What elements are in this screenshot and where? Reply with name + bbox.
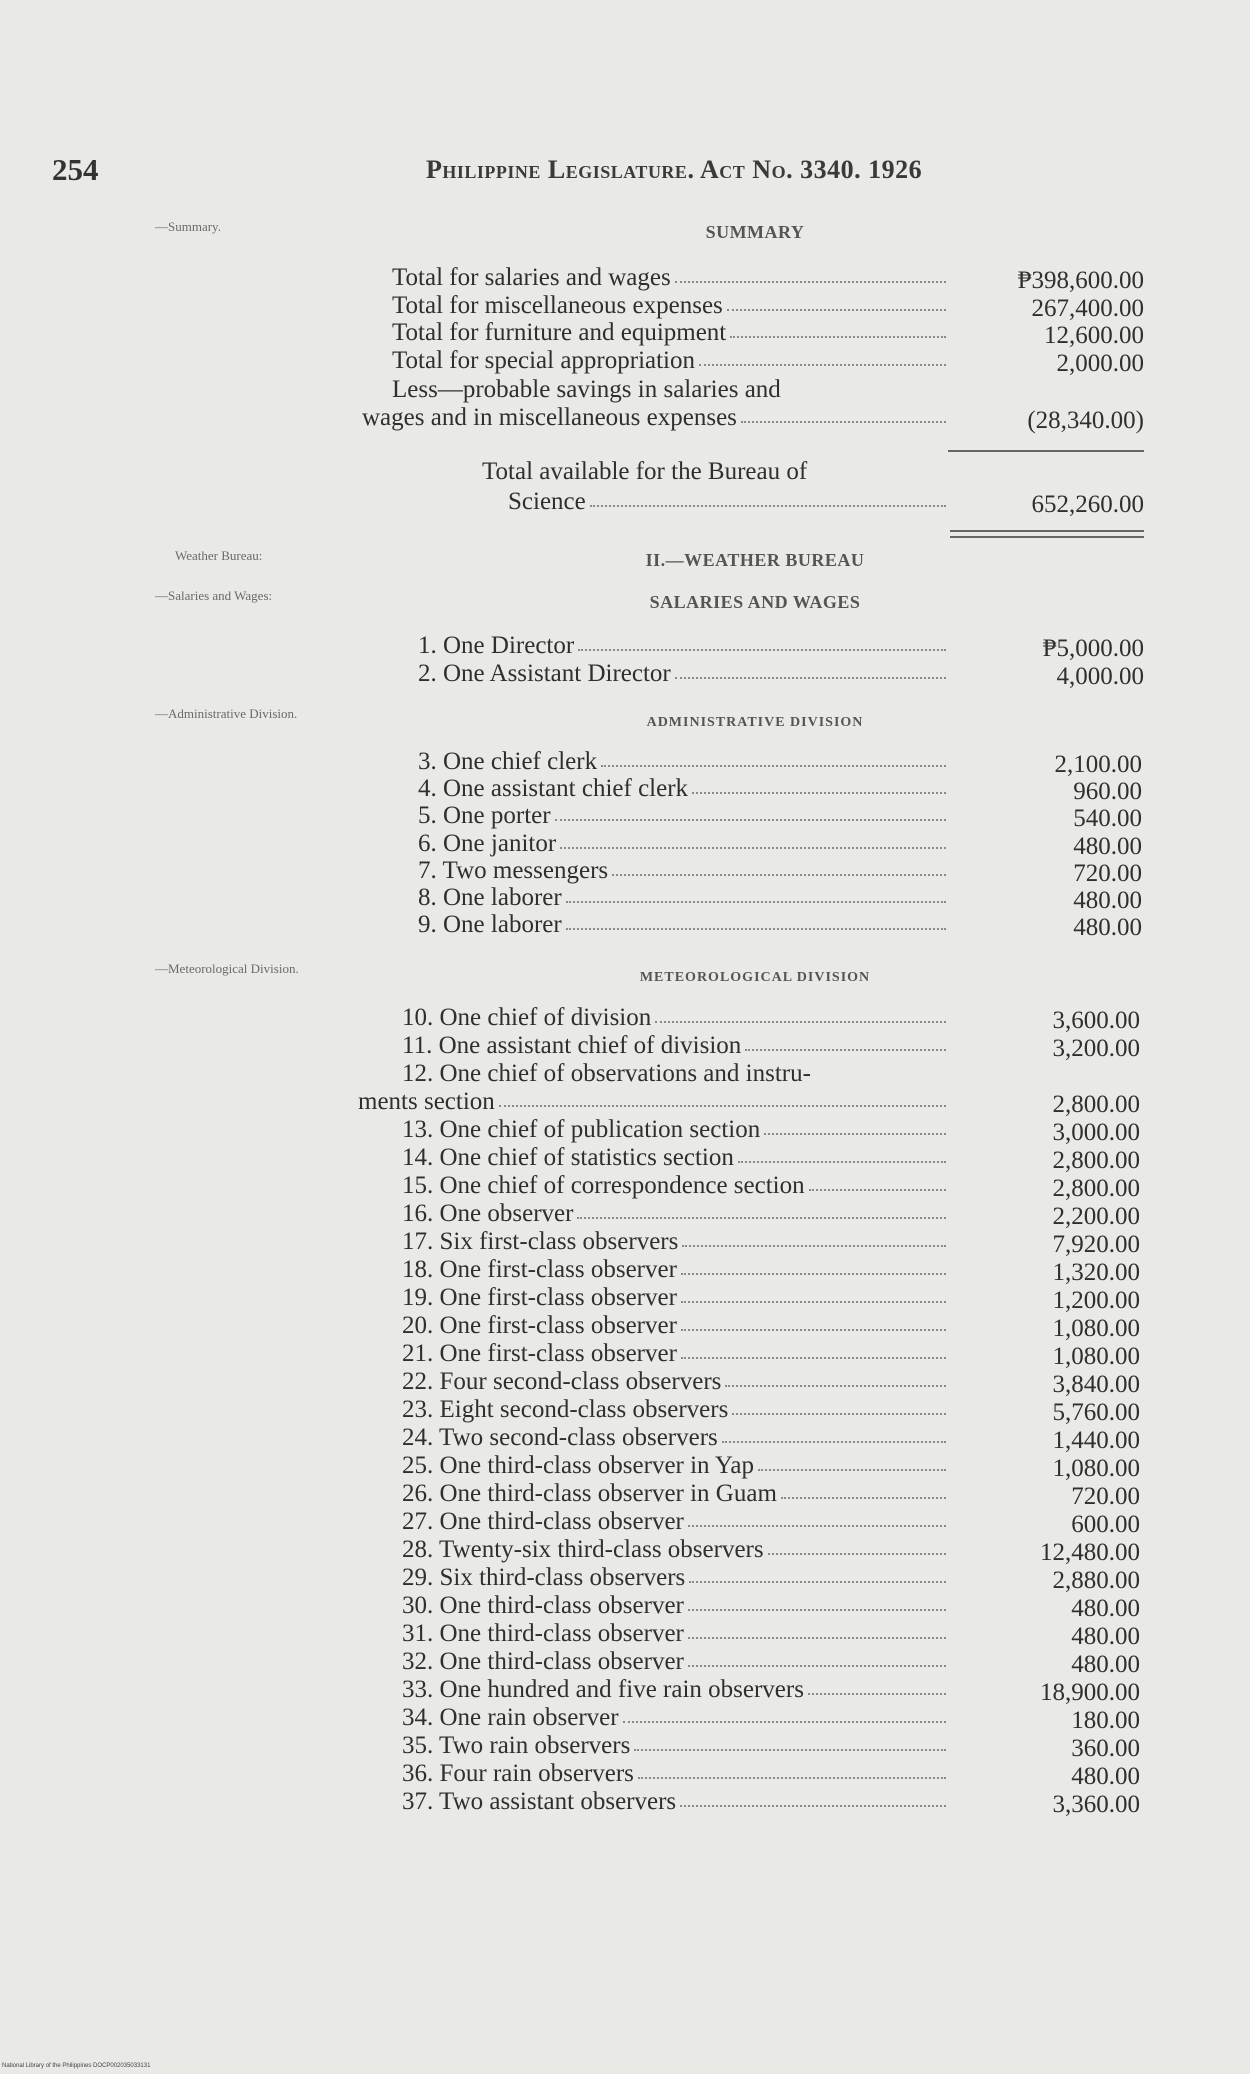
meteo-amount: 7,920.00 — [1052, 1231, 1140, 1258]
dotted-leader — [732, 1413, 946, 1415]
dotted-leader — [688, 1609, 946, 1611]
meteo-amount: 2,800.00 — [1052, 1147, 1140, 1174]
admin-label: 3. One chief clerk — [418, 748, 598, 775]
running-head: Philippine Legislature. Act No. 3340. 1926 — [426, 155, 923, 184]
meteo-label: 28. Twenty-six third-class observers — [402, 1536, 764, 1563]
meteo-label: 30. One third-class observer — [402, 1592, 684, 1619]
meteo-label: 20. One first-class observer — [402, 1312, 677, 1339]
margin-note-meteorological: —Meteorological Division. — [155, 961, 299, 976]
meteo-row — [402, 1144, 1152, 1172]
item12-line-1: 12. One chief of observations and instru- — [402, 1060, 811, 1087]
meteo-amount: 1,080.00 — [1052, 1343, 1140, 1370]
meteo-label: 14. One chief of statistics section — [402, 1144, 734, 1171]
meteo-row — [402, 1284, 1152, 1312]
summary-row — [392, 347, 1152, 375]
admin-label: 9. One laborer — [418, 911, 562, 939]
dotted-leader — [745, 1049, 946, 1051]
admin-label: 7. Two messengers — [418, 856, 609, 884]
meteo-label: 15. One chief of correspondence section — [402, 1172, 805, 1199]
total-amount: 652,260.00 — [1031, 491, 1144, 518]
admin-label: 8. One laborer — [418, 884, 562, 911]
dotted-leader — [722, 1441, 946, 1443]
meteo-amount: 1,440.00 — [1052, 1427, 1140, 1454]
dotted-leader — [566, 928, 946, 930]
dotted-leader — [681, 1273, 946, 1275]
double-rule-bottom — [950, 536, 1144, 538]
meteo-label: 16. One observer — [402, 1200, 574, 1227]
admin-amount: 2,100.00 — [1054, 751, 1142, 778]
dotted-leader — [781, 1497, 946, 1499]
meteo-row — [402, 1004, 1152, 1032]
total-label: Science — [508, 488, 586, 515]
margin-note-weather-bureau: Weather Bureau: — [175, 548, 263, 563]
meteo-amount: 12,480.00 — [1040, 1539, 1140, 1566]
admin-amount: 540.00 — [1073, 805, 1142, 833]
meteo-amount: 5,760.00 — [1052, 1399, 1140, 1426]
dotted-leader — [681, 1301, 946, 1303]
meteo-row — [402, 1368, 1152, 1396]
margin-note-salaries: —Salaries and Wages: — [155, 588, 273, 603]
meteo-amount: 3,000.00 — [1052, 1119, 1140, 1146]
footer-credit: National Library of the Philippines DOCP002035033131 — [2, 2063, 151, 2069]
meteo-label: 37. Two assistant observers — [402, 1788, 677, 1815]
dotted-leader — [612, 874, 946, 876]
meteorological-heading: METEOROLOGICAL DIVISION — [639, 970, 871, 985]
less-line-2 — [362, 404, 1152, 432]
meteo-row — [402, 1396, 1152, 1424]
meteo-row — [402, 1200, 1152, 1228]
meteo-amount: 1,080.00 — [1052, 1455, 1140, 1482]
meteo-row — [402, 1704, 1152, 1732]
meteo-amount: 480.00 — [1071, 1763, 1140, 1790]
meteo-label: 18. One first-class observer — [402, 1256, 677, 1283]
meteo-label: 11. One assistant chief of division — [402, 1032, 742, 1059]
item12-label: ments section — [358, 1088, 495, 1115]
dotted-leader — [577, 1217, 946, 1219]
admin-amount: 480.00 — [1073, 914, 1142, 942]
meteo-row — [402, 1620, 1152, 1648]
dotted-leader — [808, 1693, 946, 1695]
meteo-row — [402, 1116, 1152, 1144]
item12-line-2 — [358, 1088, 1152, 1116]
director-row — [418, 632, 1152, 660]
dotted-leader — [688, 1665, 946, 1667]
meteo-amount: 1,320.00 — [1052, 1259, 1140, 1286]
item12-amount: 2,800.00 — [1052, 1091, 1140, 1118]
summary-label: Total for special appropriation — [392, 346, 696, 374]
admin-amount: 960.00 — [1073, 778, 1142, 806]
meteo-amount: 1,200.00 — [1052, 1287, 1140, 1314]
director-amount: ₱5,000.00 — [1042, 635, 1144, 662]
dotted-leader — [688, 1525, 946, 1527]
dotted-leader — [699, 364, 946, 366]
meteo-amount: 600.00 — [1071, 1511, 1140, 1538]
dotted-leader — [730, 336, 946, 338]
director-label: 2. One Assistant Director — [418, 659, 671, 687]
dotted-leader — [681, 1357, 946, 1359]
dotted-leader — [680, 1805, 946, 1807]
admin-amount: 480.00 — [1073, 832, 1142, 860]
dotted-leader — [655, 1021, 946, 1023]
summary-amount: 2,000.00 — [1056, 349, 1144, 377]
summary-row — [392, 319, 1152, 347]
director-amount: 4,000.00 — [1056, 662, 1144, 690]
summary-amount: 12,600.00 — [1044, 322, 1144, 349]
summary-label: Total for furniture and equipment — [392, 319, 727, 346]
admin-row — [418, 884, 1152, 912]
administrative-heading: ADMINISTRATIVE DIVISION — [646, 715, 864, 730]
double-rule-top — [950, 530, 1144, 532]
meteo-amount: 2,200.00 — [1052, 1203, 1140, 1230]
total-line-1: Total available for the Bureau of — [482, 458, 808, 485]
meteo-label: 36. Four rain observers — [402, 1760, 634, 1787]
dotted-leader — [681, 1329, 946, 1331]
meteo-label: 27. One third-class observer — [402, 1508, 684, 1535]
dotted-leader — [634, 1749, 946, 1751]
director-label: 1. One Director — [418, 632, 575, 659]
meteo-label: 32. One third-class observer — [402, 1648, 684, 1675]
meteo-amount: 3,840.00 — [1052, 1371, 1140, 1398]
meteo-row — [402, 1032, 1152, 1060]
meteo-label: 22. Four second-class observers — [402, 1368, 722, 1395]
meteo-row — [402, 1536, 1152, 1564]
meteo-label: 24. Two second-class observers — [402, 1424, 718, 1451]
dotted-leader — [682, 1245, 946, 1247]
meteo-label: 29. Six third-class observers — [402, 1564, 686, 1591]
admin-row — [418, 911, 1152, 942]
meteo-row — [402, 1648, 1152, 1676]
meteo-amount: 180.00 — [1071, 1707, 1140, 1734]
summary-label: Total for miscellaneous expenses — [392, 291, 723, 319]
meteo-amount: 3,360.00 — [1052, 1791, 1140, 1818]
meteo-row — [402, 1312, 1152, 1340]
meteo-row — [402, 1676, 1152, 1704]
margin-note-summary: —Summary. — [155, 219, 221, 234]
summary-amount: ₱398,600.00 — [1017, 267, 1144, 294]
meteo-label: 19. One first-class observer — [402, 1284, 677, 1311]
meteo-row — [402, 1256, 1152, 1284]
dotted-leader — [623, 1721, 946, 1723]
admin-row — [418, 748, 1152, 776]
meteo-amount: 480.00 — [1071, 1651, 1140, 1678]
total-rule — [948, 450, 1144, 452]
meteo-label: 26. One third-class observer in Guam — [402, 1480, 777, 1507]
dotted-leader — [555, 819, 946, 821]
meteo-row — [402, 1564, 1152, 1592]
summary-row — [392, 264, 1152, 292]
summary-row — [392, 292, 1152, 320]
meteo-amount: 2,880.00 — [1052, 1567, 1140, 1594]
meteo-row — [402, 1340, 1152, 1368]
total-line-2 — [508, 488, 1152, 516]
admin-row — [418, 802, 1152, 833]
dotted-leader — [692, 792, 946, 794]
dotted-leader — [638, 1777, 946, 1779]
meteo-label: 31. One third-class observer — [402, 1620, 684, 1647]
dotted-leader — [764, 1133, 946, 1135]
dotted-leader — [688, 1637, 946, 1639]
meteo-label: 13. One chief of publication section — [402, 1116, 761, 1143]
meteo-row — [402, 1592, 1152, 1620]
page-number: 254 — [52, 152, 99, 187]
meteo-row — [402, 1732, 1152, 1760]
meteo-row — [402, 1788, 1152, 1816]
dotted-leader — [578, 649, 946, 651]
meteo-amount: 3,200.00 — [1052, 1035, 1140, 1062]
admin-row — [418, 857, 1152, 885]
meteo-row — [402, 1480, 1152, 1508]
meteo-amount: 3,600.00 — [1052, 1007, 1140, 1034]
dotted-leader — [675, 677, 946, 679]
meteo-amount: 18,900.00 — [1040, 1679, 1140, 1706]
admin-amount: 720.00 — [1073, 859, 1142, 887]
weather-bureau-heading: II.—WEATHER BUREAU — [645, 550, 865, 570]
less-label: wages and in miscellaneous expenses — [362, 404, 737, 431]
less-line-1: Less—probable savings in salaries and — [392, 376, 781, 403]
admin-label: 6. One janitor — [418, 829, 557, 857]
meteo-amount: 480.00 — [1071, 1595, 1140, 1622]
dotted-leader — [768, 1553, 946, 1555]
summary-heading: SUMMARY — [705, 222, 805, 242]
meteo-label: 33. One hundred and five rain observers — [402, 1676, 804, 1703]
director-row — [418, 660, 1152, 688]
salaries-wages-heading: SALARIES AND WAGES — [649, 592, 861, 612]
dotted-leader — [560, 847, 946, 849]
margin-note-administrative: —Administrative Division. — [155, 706, 298, 721]
admin-row — [418, 830, 1152, 858]
dotted-leader — [689, 1581, 946, 1583]
meteo-amount: 480.00 — [1071, 1623, 1140, 1650]
admin-amount: 480.00 — [1073, 887, 1142, 914]
dotted-leader — [758, 1469, 946, 1471]
summary-amount: 267,400.00 — [1031, 294, 1144, 322]
meteo-label: 35. Two rain observers — [402, 1732, 631, 1759]
dotted-leader — [675, 281, 946, 283]
meteo-amount: 2,800.00 — [1052, 1175, 1140, 1202]
meteo-label: 17. Six first-class observers — [402, 1228, 679, 1255]
meteo-amount: 360.00 — [1071, 1735, 1140, 1762]
dotted-leader — [601, 765, 946, 767]
meteo-label: 25. One third-class observer in Yap — [402, 1452, 755, 1479]
less-amount: (28,340.00) — [1027, 407, 1144, 434]
meteo-label: 23. Eight second-class observers — [402, 1396, 729, 1423]
summary-label: Total for salaries and wages — [392, 264, 671, 291]
meteo-amount: 720.00 — [1071, 1483, 1140, 1510]
meteo-row — [402, 1452, 1152, 1480]
meteo-row — [402, 1172, 1152, 1200]
dotted-leader — [727, 309, 946, 311]
meteo-amount: 1,080.00 — [1052, 1315, 1140, 1342]
meteo-label: 21. One first-class observer — [402, 1340, 677, 1367]
admin-label: 5. One porter — [418, 802, 551, 830]
meteo-row — [402, 1508, 1152, 1536]
dotted-leader — [809, 1189, 946, 1191]
meteo-row — [402, 1424, 1152, 1452]
dotted-leader — [725, 1385, 946, 1387]
meteo-label: 34. One rain observer — [402, 1704, 619, 1731]
meteo-label: 10. One chief of division — [402, 1004, 652, 1031]
meteo-row — [402, 1228, 1152, 1256]
dotted-leader — [566, 901, 946, 903]
admin-row — [418, 775, 1152, 806]
admin-label: 4. One assistant chief clerk — [418, 775, 689, 803]
dotted-leader — [738, 1161, 946, 1163]
meteo-row — [402, 1760, 1152, 1788]
